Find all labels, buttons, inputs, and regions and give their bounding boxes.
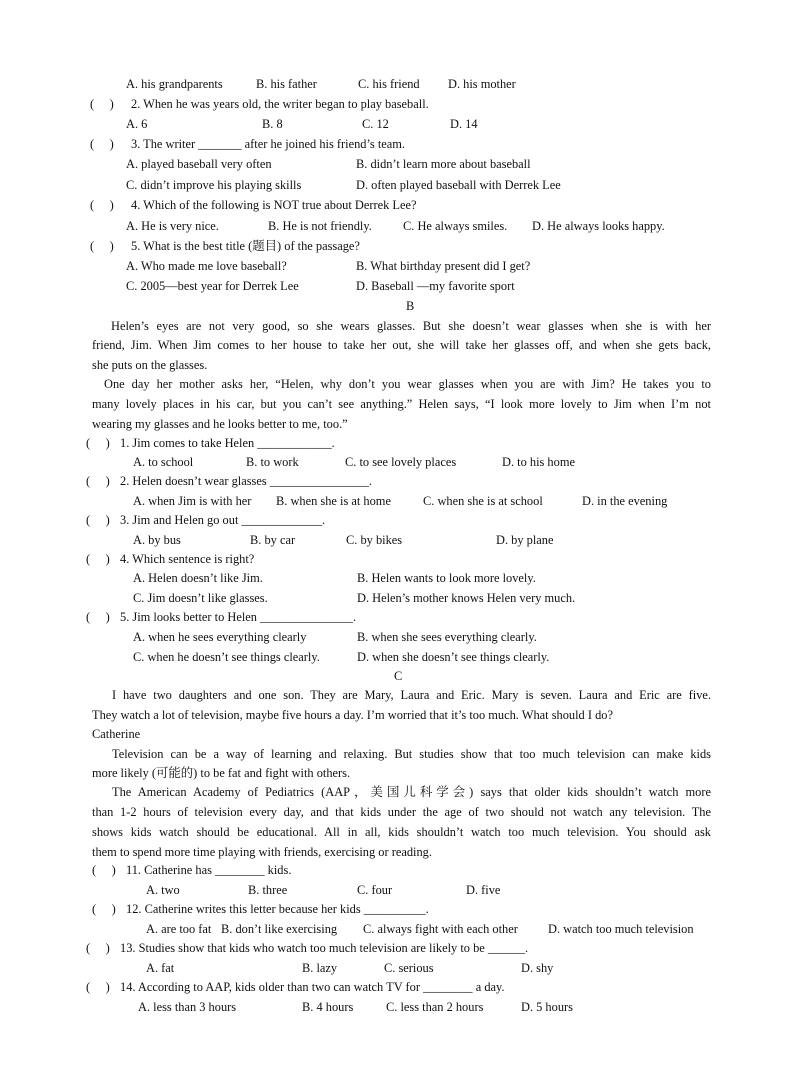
option-b: B. three — [248, 883, 288, 897]
passage-line: They watch a lot of television, maybe five hours a day. I’m worried that it’s too much. What should I do? — [92, 708, 613, 722]
passage-signature: Catherine — [92, 727, 141, 741]
option-b: B. when she sees everything clearly. — [357, 630, 537, 644]
answer-paren[interactable]: ( ) — [90, 239, 114, 253]
answer-paren[interactable]: ( ) — [86, 474, 110, 488]
option-c: C. serious — [384, 961, 434, 975]
option-b: B. lazy — [302, 961, 338, 975]
option-c: C. by bikes — [346, 533, 403, 547]
passage-line: Helen’s eyes are not very good, so she wears glasses. But she doesn’t wear glasses when she is with her — [111, 319, 711, 333]
question-stem: 4. Which sentence is right? — [120, 552, 255, 566]
option-a: A. Helen doesn’t like Jim. — [133, 571, 263, 585]
section-heading: C — [394, 669, 403, 683]
option-b: B. 4 hours — [302, 1000, 354, 1014]
passage-line: shows kids watch should be educational. All in all, kids shouldn’t watch too much television. You should ask — [92, 825, 711, 839]
answer-paren[interactable]: ( ) — [90, 97, 114, 111]
option-c: C. when he doesn’t see things clearly. — [133, 650, 320, 664]
option-a: A. less than 3 hours — [138, 1000, 237, 1014]
answer-paren[interactable]: ( ) — [92, 863, 116, 877]
option-b: B. his father — [256, 77, 317, 91]
question-stem: 5. What is the best title (题目) of the passage? — [131, 239, 360, 253]
option-c: C. He always smiles. — [403, 219, 508, 233]
option-c: C. Jim doesn’t like glasses. — [133, 591, 268, 605]
option-a: A. when Jim is with her — [133, 494, 252, 508]
answer-paren[interactable]: ( ) — [86, 941, 110, 955]
question-stem: 2. When he was years old, the writer began to play baseball. — [131, 97, 429, 111]
question-stem: 4. Which of the following is NOT true about Derrek Lee? — [131, 198, 417, 212]
option-b: B. Helen wants to look more lovely. — [357, 571, 536, 585]
section-heading: B — [406, 299, 415, 313]
question-stem: 14. According to AAP, kids older than two can watch TV for ________ a day. — [120, 980, 505, 994]
passage-line: friend, Jim. When Jim comes to her house to take her out, she will take her glasses off, and when she gets back, — [92, 338, 711, 352]
question-stem: 2. Helen doesn’t wear glasses ________________. — [120, 474, 373, 488]
option-d: D. 14 — [450, 117, 478, 131]
option-a: A. 6 — [126, 117, 148, 131]
option-d: D. Helen’s mother knows Helen very much. — [357, 591, 576, 605]
passage-line: more likely (可能的) to be fat and fight with others. — [92, 766, 351, 780]
question-stem: 12. Catherine writes this letter because her kids __________. — [126, 902, 429, 916]
option-c: C. four — [357, 883, 393, 897]
option-a: A. two — [146, 883, 180, 897]
option-a: A. his grandparents — [126, 77, 223, 91]
question-stem: 1. Jim comes to take Helen ____________. — [120, 436, 335, 450]
option-a: A. are too fat — [146, 922, 212, 936]
option-d: D. to his home — [502, 455, 575, 469]
option-b: B. He is not friendly. — [268, 219, 372, 233]
option-d: D. 5 hours — [521, 1000, 573, 1014]
option-c: C. when she is at school — [423, 494, 543, 508]
option-b: B. by car — [250, 533, 296, 547]
question-stem: 3. The writer _______ after he joined his friend’s team. — [131, 137, 406, 151]
option-c: C. his friend — [358, 77, 420, 91]
option-c: C. always fight with each other — [363, 922, 518, 936]
passage-line: The American Academy of Pediatrics (AAP，美国儿科学会) says that older kids shouldn’t watch more — [112, 785, 711, 799]
question-stem: 11. Catherine has ________ kids. — [126, 863, 292, 877]
answer-paren[interactable]: ( ) — [86, 513, 110, 527]
option-b: B. to work — [246, 455, 299, 469]
option-c: C. to see lovely places — [345, 455, 457, 469]
option-c: C. 12 — [362, 117, 389, 131]
passage-line: them to spend more time playing with friends, exercising or reading. — [92, 845, 432, 859]
answer-paren[interactable]: ( ) — [86, 610, 110, 624]
answer-paren[interactable]: ( ) — [92, 902, 116, 916]
option-d: D. when she doesn’t see things clearly. — [357, 650, 550, 664]
passage-line: than 1-2 hours of television every day, and that kids under the age of two should not watch any television. The — [92, 805, 711, 819]
option-a: A. by bus — [133, 533, 181, 547]
option-a: A. He is very nice. — [126, 219, 219, 233]
answer-paren[interactable]: ( ) — [86, 552, 110, 566]
option-a: A. Who made me love baseball? — [126, 259, 287, 273]
option-b: B. didn’t learn more about baseball — [356, 157, 531, 171]
option-b: B. 8 — [262, 117, 283, 131]
option-a: A. played baseball very often — [126, 157, 272, 171]
passage-line: Television can be a way of learning and relaxing. But studies show that too much television can make kids — [112, 747, 711, 761]
option-b: B. when she is at home — [276, 494, 391, 508]
answer-paren[interactable]: ( ) — [86, 436, 110, 450]
option-b: B. don’t like exercising — [221, 922, 338, 936]
option-c: C. didn’t improve his playing skills — [126, 178, 302, 192]
option-a: A. fat — [146, 961, 175, 975]
passage-line: wearing my glasses and he looks better to me, too.” — [92, 417, 348, 431]
question-stem: 13. Studies show that kids who watch too much television are likely to be ______. — [120, 941, 529, 955]
option-d: D. shy — [521, 961, 554, 975]
option-c: C. 2005—best year for Derrek Lee — [126, 279, 299, 293]
passage-line: One day her mother asks her, “Helen, why don’t you wear glasses when you are with Jim? He takes you to — [104, 377, 711, 391]
option-d: D. Baseball —my favorite sport — [356, 279, 515, 293]
option-d: D. by plane — [496, 533, 554, 547]
passage-line: she puts on the glasses. — [92, 358, 208, 372]
option-d: D. He always looks happy. — [532, 219, 665, 233]
option-a: A. to school — [133, 455, 194, 469]
answer-paren[interactable]: ( ) — [90, 198, 114, 212]
question-stem: 3. Jim and Helen go out _____________. — [120, 513, 326, 527]
answer-paren[interactable]: ( ) — [86, 980, 110, 994]
question-stem: 5. Jim looks better to Helen _______________. — [120, 610, 357, 624]
passage-line: I have two daughters and one son. They are Mary, Laura and Eric. Mary is seven. Laura and Eric are five. — [112, 688, 711, 702]
answer-paren[interactable]: ( ) — [90, 137, 114, 151]
option-d: D. his mother — [448, 77, 516, 91]
option-d: D. five — [466, 883, 501, 897]
option-b: B. What birthday present did I get? — [356, 259, 531, 273]
option-d: D. in the evening — [582, 494, 668, 508]
option-d: D. often played baseball with Derrek Lee — [356, 178, 561, 192]
option-d: D. watch too much television — [548, 922, 694, 936]
passage-line: many lovely places in his car, but you can’t see anything.” Helen says, “I look more lovely to Jim when I’m not — [92, 397, 711, 411]
option-a: A. when he sees everything clearly — [133, 630, 307, 644]
option-c: C. less than 2 hours — [386, 1000, 484, 1014]
